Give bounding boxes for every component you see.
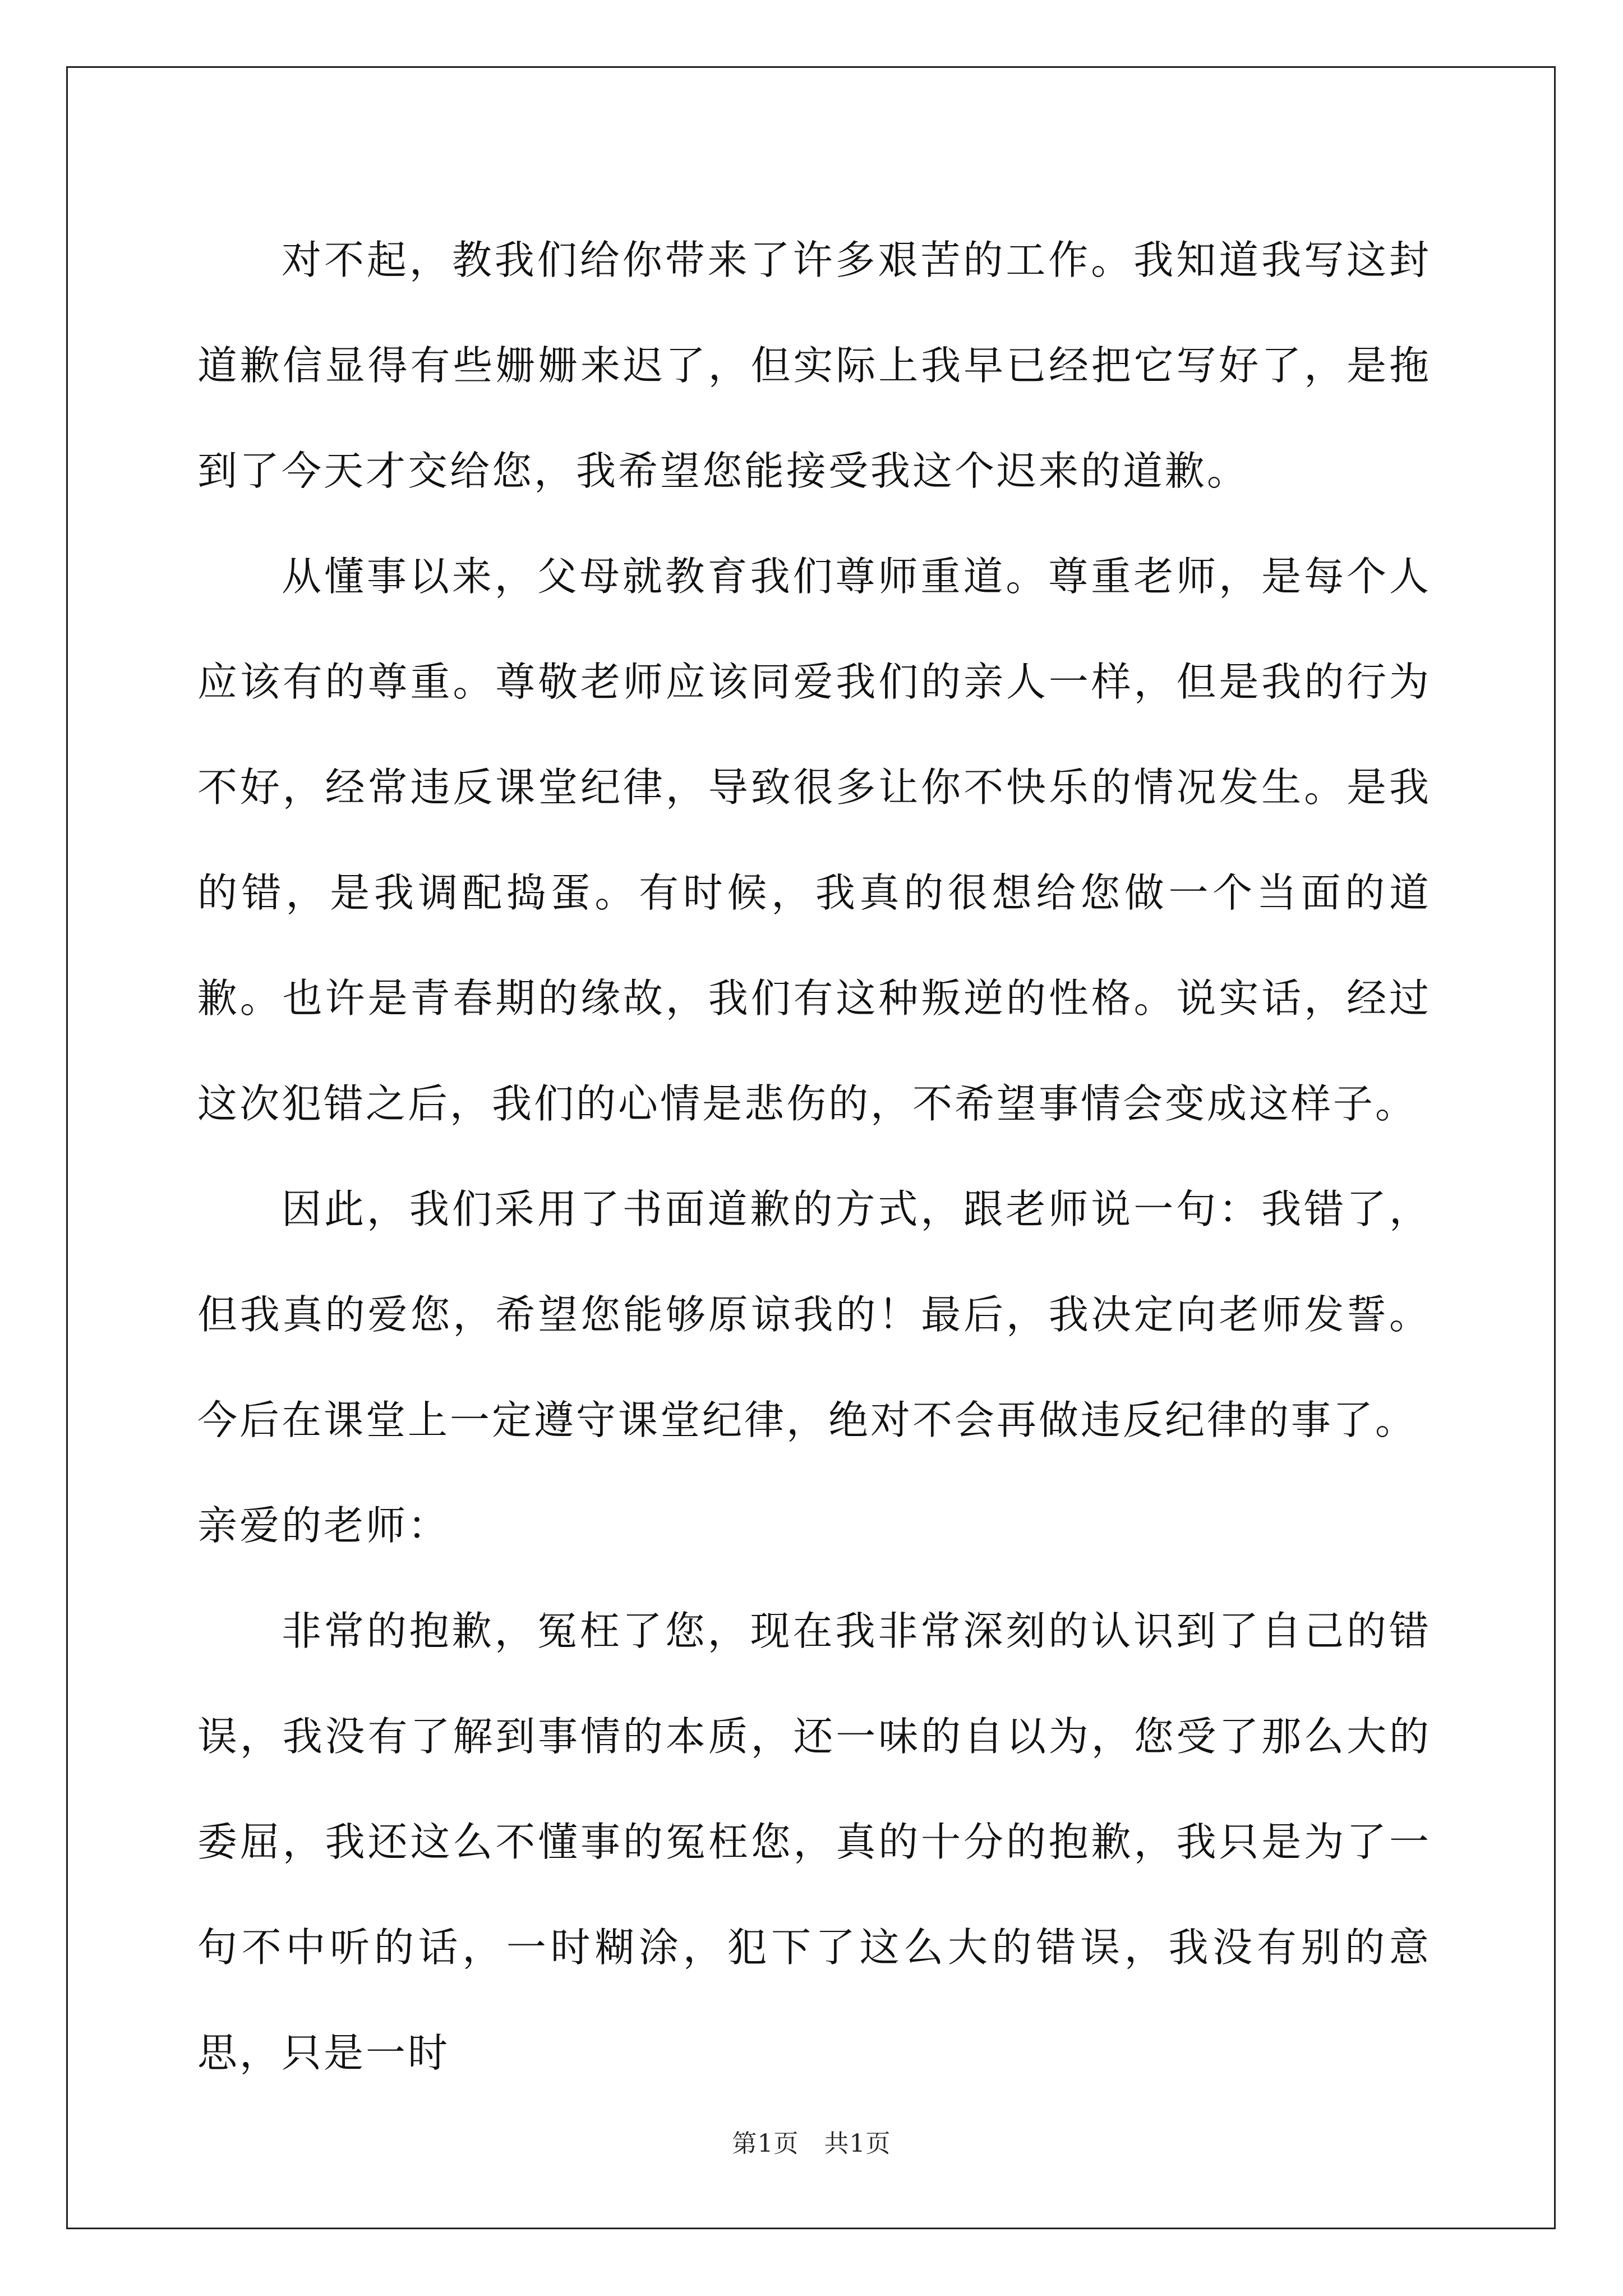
paragraph-3: 因此，我们采用了书面道歉的方式，跟老师说一句：我错了，但我真的爱您，希望您能够原谅我的！最后，我决定向老师发誓。今后在课堂上一定遵守课堂纪律，绝对不会再做违反纪律的事了。 — [197, 1186, 1431, 1443]
page-number-footer: 第1页 共1页 — [732, 2129, 891, 2158]
document-body — [197, 208, 1431, 2106]
paragraph-1: 对不起，教我们给你带来了许多艰苦的工作。我知道我写这封道歉信显得有些姗姗来迟了，但实际上我早已经把它写好了，是拖到了今天才交给您，我希望您能接受我这个迟来的道歉。 — [197, 237, 1431, 494]
salutation: 亲爱的老师： — [197, 1502, 450, 1549]
paragraph-4: 非常的抱歉，冤枉了您，现在我非常深刻的认识到了自己的错误，我没有了解到事情的本质，还一味的自以为，您受了那么大的委屈，我还这么不懂事的冤枉您，真的十分的抱歉，我只是为了一句不中听的话，一时糊涂，犯下了这么大的错误，我没有别的意思，只是一时 — [197, 1608, 1431, 2076]
paragraph-2: 从懂事以来，父母就教育我们尊师重道。尊重老师，是每个人应该有的尊重。尊敬老师应该同爱我们的亲人一样，但是我的行为不好，经常违反课堂纪律，导致很多让你不快乐的情况发生。是我的错，是我调配捣蛋。有时候，我真的很想给您做一个当面的道歉。也许是青春期的缘故，我们有这种叛逆的性格。说实话，经过这次犯错之后，我们的心情是悲伤的，不希望事情会变成这样子。 — [197, 553, 1431, 1127]
